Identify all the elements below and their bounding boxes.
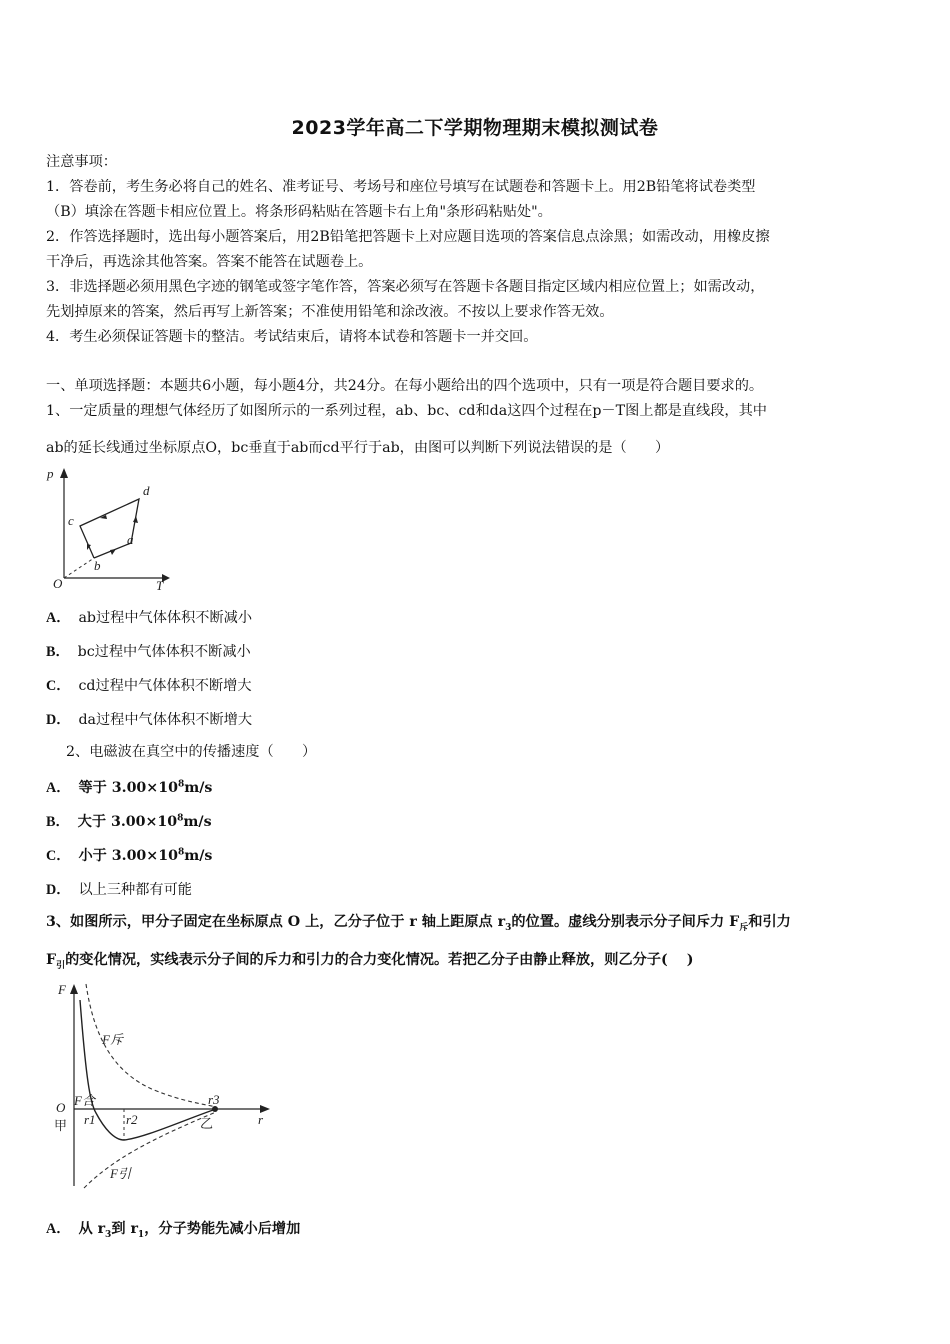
r2-label: r2 xyxy=(126,1112,138,1127)
option-text: 大于 3.00×10 xyxy=(77,814,178,830)
option-subscript: 1 xyxy=(137,1229,145,1240)
page-title: 2023学年高二下学期物理期末模拟测试卷 xyxy=(291,117,659,139)
ad-arrow xyxy=(133,516,138,523)
q1-option-a[interactable] xyxy=(46,607,252,627)
jia-label: 甲 xyxy=(54,1118,68,1133)
option-text: bc过程中气体体积不断减小 xyxy=(77,644,251,660)
option-text: 以上三种都有可能 xyxy=(78,882,192,898)
q1-stem: ab的延长线通过坐标原点O，bc垂直于ab而cd平行于ab，由图可以判断下列说法错误的是（ ） xyxy=(46,440,670,456)
point-d-label: d xyxy=(143,483,150,498)
f-repulsive-label: F斥 xyxy=(102,1032,123,1047)
notice-line: （B）填涂在答题卡相应位置上。将条形码粘贴在答题卡右上角"条形码粘贴处"。 xyxy=(46,204,552,220)
t-label: T xyxy=(156,578,164,592)
q1-option-c[interactable] xyxy=(46,675,252,695)
stem-subscript: 引 xyxy=(56,960,66,971)
net-force-curve xyxy=(80,1000,216,1140)
origin-label: O xyxy=(56,1100,66,1115)
q1-pt-figure xyxy=(44,466,172,592)
option-text: cd过程中气体体积不断增大 xyxy=(78,678,252,694)
option-letter: D． xyxy=(46,712,71,728)
ab-arrow xyxy=(110,549,116,555)
q3-stem xyxy=(46,950,694,976)
q2-option-b[interactable] xyxy=(46,811,212,831)
option-text: da过程中气体体积不断增大 xyxy=(78,712,253,728)
option-letter: C． xyxy=(46,678,71,694)
point-c-label: c xyxy=(68,513,74,528)
option-letter: B． xyxy=(46,814,70,830)
q1-option-b[interactable] xyxy=(46,641,251,661)
origin-label: O xyxy=(53,576,63,591)
option-exponent: 8 xyxy=(177,779,185,790)
option-letter: A． xyxy=(46,780,71,796)
option-exponent: 8 xyxy=(177,847,185,858)
q3-force-figure xyxy=(44,978,276,1193)
option-text: 到 r xyxy=(111,1221,138,1237)
notice-heading: 注意事项： xyxy=(46,154,117,170)
stem-subscript: 斥 xyxy=(739,922,749,933)
f-net-label: F合 xyxy=(74,1093,95,1108)
ab-extension-dashed xyxy=(64,558,94,578)
point-b-label: b xyxy=(94,558,101,573)
yi-label: 乙 xyxy=(200,1116,214,1131)
f-axis-label: F xyxy=(58,982,66,997)
q2-option-c[interactable] xyxy=(46,845,212,865)
q3-stem xyxy=(46,912,791,938)
notice-line: 2．作答选择题时，选出每小题答案后，用2B铅笔把答题卡上对应题目选项的答案信息点涂黑；如需改动，用橡皮擦 xyxy=(46,229,770,245)
q2-option-a[interactable] xyxy=(46,777,212,797)
stem-text: F xyxy=(46,952,57,968)
f-axis-arrow xyxy=(70,984,78,994)
stem-text: 3、如图所示，甲分子固定在坐标原点 O 上，乙分子位于 r 轴上距原点 r xyxy=(46,914,506,930)
notice-line: 干净后，再选涂其他答案。答案不能答在试题卷上。 xyxy=(46,254,373,270)
q1-stem: 1、一定质量的理想气体经历了如图所示的一系列过程，ab、bc、cd和da这四个过程在p－T图上都是直线段，其中 xyxy=(46,403,767,419)
q2-stem: 2、电磁波在真空中的传播速度（ ） xyxy=(66,744,317,760)
attractive-force-curve xyxy=(84,1112,216,1188)
notice-line: 3．非选择题必须用黑色字迹的钢笔或签字笔作答，答案必须写在答题卡各题目指定区域内相应位置上；如需改动， xyxy=(46,279,765,295)
stem-text: 的位置。虚线分别表示分子间斥力 F xyxy=(511,914,740,930)
option-text: 等于 3.00×10 xyxy=(78,780,178,796)
q3-option-a[interactable] xyxy=(46,1218,300,1240)
option-text: 小于 3.00×10 xyxy=(78,848,178,864)
r3-label: r3 xyxy=(208,1092,220,1107)
option-letter: A． xyxy=(46,1221,71,1237)
option-unit: m/s xyxy=(184,780,213,796)
option-text: 从 r xyxy=(78,1221,106,1237)
option-letter: A． xyxy=(46,610,71,626)
notice-line: 4．考生必须保证答题卡的整洁。考试结束后，请将本试卷和答题卡一并交回。 xyxy=(46,329,538,345)
r-axis-label: r xyxy=(258,1112,264,1127)
option-unit: m/s xyxy=(184,848,213,864)
option-subscript: 3 xyxy=(105,1229,112,1240)
q2-option-d[interactable] xyxy=(46,879,192,899)
process-cycle xyxy=(80,499,139,558)
option-text: ab过程中气体体积不断减小 xyxy=(78,610,253,626)
notice-line: 先划掉原来的答案，然后再写上新答案；不准使用铅笔和涂改液。不按以上要求作答无效。 xyxy=(46,304,614,320)
option-letter: B． xyxy=(46,644,70,660)
stem-text: 的变化情况，实线表示分子间的斥力和引力的合力变化情况。若把乙分子由静止释放，则乙分子( ) xyxy=(65,952,694,968)
option-unit: m/s xyxy=(183,814,212,830)
option-text: ，分子势能先减小后增加 xyxy=(144,1221,301,1237)
p-label: p xyxy=(47,466,54,481)
r1-label: r1 xyxy=(84,1112,96,1127)
section-heading: 一、单项选择题：本题共6小题，每小题4分，共24分。在每小题给出的四个选项中，只有一项是符合题目要求的。 xyxy=(46,378,764,394)
f-attractive-label: F引 xyxy=(110,1166,131,1181)
notice-line: 1．答卷前，考生务必将自己的姓名、准考证号、考场号和座位号填写在试题卷和答题卡上。用2B铅笔将试卷类型 xyxy=(46,179,756,195)
q1-option-d[interactable] xyxy=(46,709,252,729)
stem-subscript: 3 xyxy=(505,922,512,933)
option-letter: C． xyxy=(46,848,71,864)
option-letter: D． xyxy=(46,882,71,898)
point-a-label: a xyxy=(127,532,134,547)
stem-text: 和引力 xyxy=(748,914,791,930)
option-exponent: 8 xyxy=(177,813,184,824)
p-axis-arrow xyxy=(60,468,68,478)
